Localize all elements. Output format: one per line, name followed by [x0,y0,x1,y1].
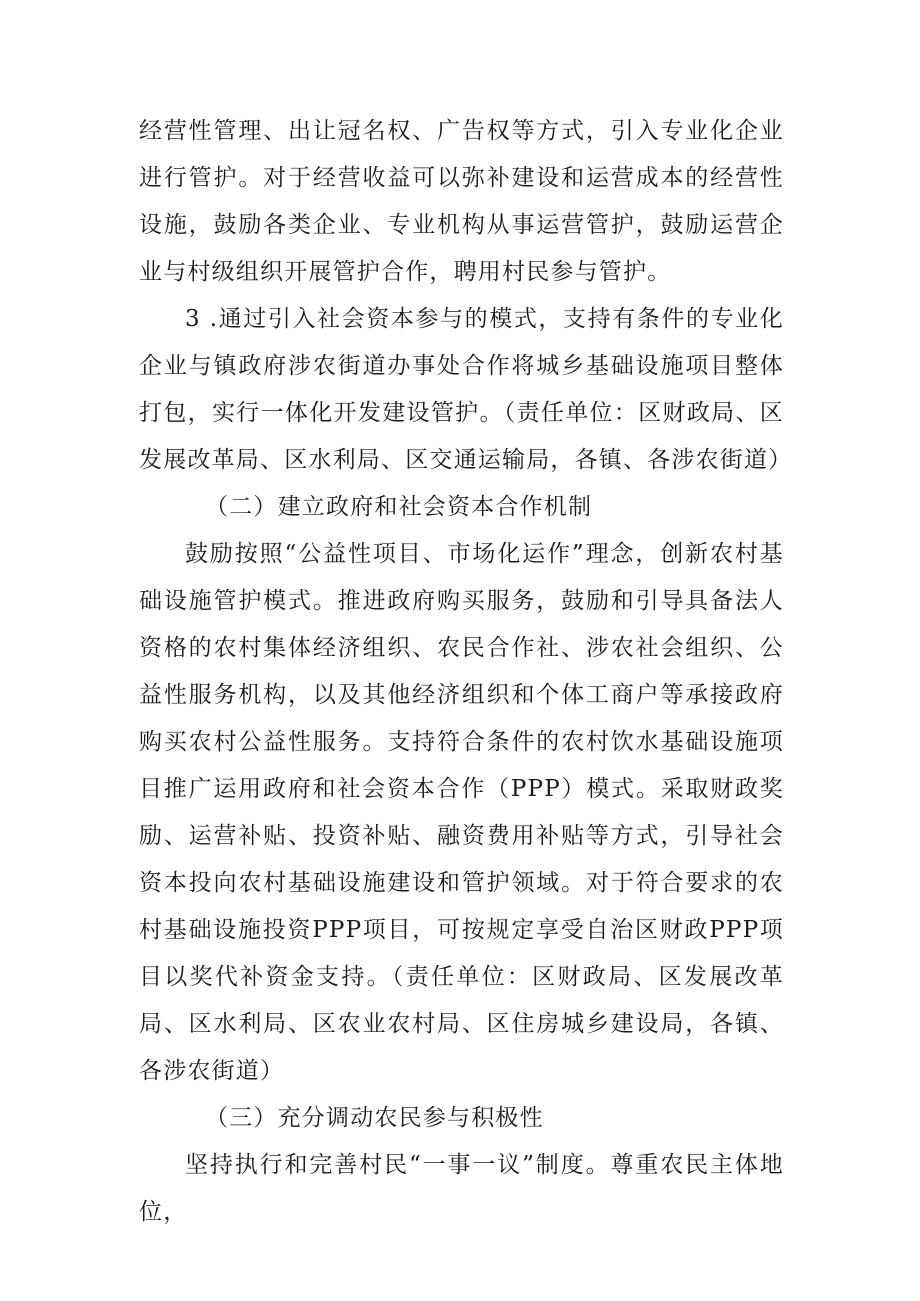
paragraph-villager-participation: 坚持执行和完善村民“一事一议”制度。尊重农民主体地位， [139,1152,784,1225]
paragraph-item-3-social-capital: 3 .通过引入社会资本参与的模式，支持有条件的专业化企业与镇政府涉农街道办事处合作将城乡基础设施项目整体打包，实行一体化开发建设管护。（责任单位：区财政局、区发展改革局、区水利局、区交通运输局，各镇、各涉农街道） [139,306,793,473]
paragraph-management-methods: 经营性管理、出让冠名权、广告权等方式，引入专业化企业进行管护。对于经营收益可以弥补建设和运营成本的经营性设施，鼓励各类企业、专业机构从事运营管护，鼓励运营企业与村级组织开展管护合作，聘用村民参与管护。 [139,118,784,285]
document-body [139,108,793,1236]
paragraph-ppp-mechanism: 鼓励按照“公益性项目、市场化运作”理念，创新农村基础设施管护模式。推进政府购买服务，鼓励和引导具备法人资格的农村集体经济组织、农民合作社、涉农社会组织、公益性服务机构，以及其他经济组织和个体工商户等承接政府购买农村公益性服务。支持符合条件的农村饮水基础设施项目推广运用政府和社会资本合作（PPP）模式。采取财政奖励、运营补贴、投资补贴、融资费用补贴等方式，引导社会资本投向农村基础设施建设和管护领域。对于符合要求的农村基础设施投资PPP项目，可按规定享受自治区财政PPP项目以奖代补资金支持。（责任单位：区财政局、区发展改革局、区水利局、区农业农村局、区住房城乡建设局，各镇、各涉农街道） [139,541,784,1084]
section-heading-2: （二）建立政府和社会资本合作机制 [205,494,593,520]
section-heading-3: （三）充分调动农民参与积极性 [205,1105,544,1131]
